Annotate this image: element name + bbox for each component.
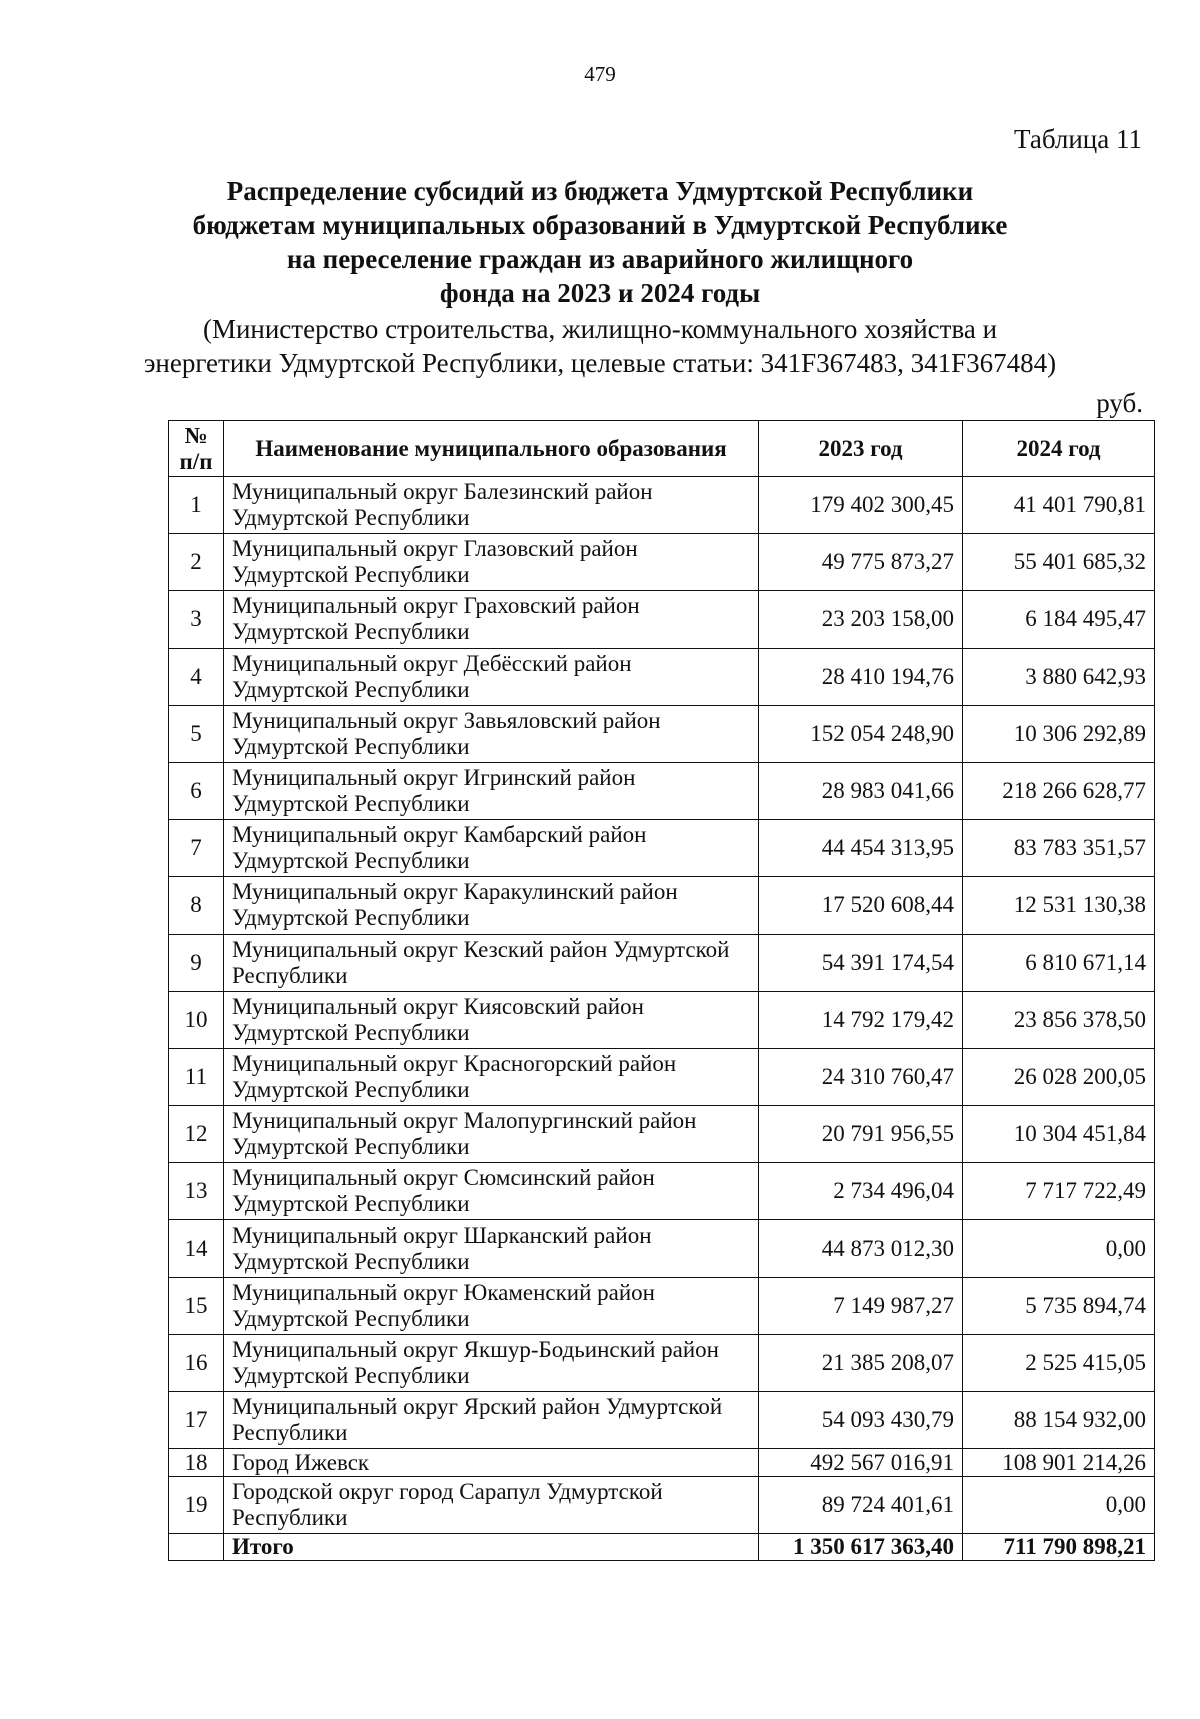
row-number: 6: [169, 762, 224, 819]
row-name: Муниципальный округ Юкаменский район Удмуртской Республики: [224, 1277, 759, 1334]
row-number: 18: [169, 1449, 224, 1477]
row-value-2024: 88 154 932,00: [963, 1392, 1155, 1449]
row-name: Муниципальный округ Малопургинский район Удмуртской Республики: [224, 1106, 759, 1163]
table-row: [169, 1163, 1155, 1220]
row-value-2023: 44 454 313,95: [759, 820, 963, 877]
total-row: [169, 1534, 1155, 1561]
row-number: 10: [169, 991, 224, 1048]
row-value-2024: 108 901 214,26: [963, 1449, 1155, 1477]
title-line: Распределение субсидий из бюджета Удмуртской Республики: [226, 176, 974, 206]
header-2023: 2023 год: [759, 421, 963, 477]
row-name: Муниципальный округ Глазовский район Удмуртской Республики: [224, 534, 759, 591]
row-number: 4: [169, 648, 224, 705]
row-value-2023: 152 054 248,90: [759, 705, 963, 762]
table-label: Таблица 11: [1014, 124, 1142, 154]
table-row: [169, 1334, 1155, 1391]
header-name: Наименование муниципального образования: [224, 421, 759, 477]
row-value-2024: 6 810 671,14: [963, 934, 1155, 991]
row-number: 5: [169, 705, 224, 762]
row-value-2024: 23 856 378,50: [963, 991, 1155, 1048]
row-value-2024: 10 304 451,84: [963, 1106, 1155, 1163]
subsidy-table: [168, 420, 1155, 1561]
row-number: 9: [169, 934, 224, 991]
table-row: [169, 477, 1155, 534]
row-name: Муниципальный округ Якшур-Бодьинский район Удмуртской Республики: [224, 1334, 759, 1391]
row-value-2023: 49 775 873,27: [759, 534, 963, 591]
row-value-2023: 21 385 208,07: [759, 1334, 963, 1391]
row-number: 15: [169, 1277, 224, 1334]
table-row: [169, 1220, 1155, 1277]
row-value-2023: 28 410 194,76: [759, 648, 963, 705]
row-value-2024: 2 525 415,05: [963, 1334, 1155, 1391]
table-row: [169, 648, 1155, 705]
table-row: [169, 1392, 1155, 1449]
page-number: 479: [584, 62, 616, 86]
total-2023: 1 350 617 363,40: [759, 1534, 963, 1561]
row-number: 17: [169, 1392, 224, 1449]
row-value-2024: 5 735 894,74: [963, 1277, 1155, 1334]
table-row: [169, 1048, 1155, 1105]
table-row: [169, 1449, 1155, 1477]
table-row: [169, 877, 1155, 934]
table-row: [169, 991, 1155, 1048]
subtitle-line: (Министерство строительства, жилищно-коммунального хозяйства и: [202, 314, 998, 344]
row-name: Муниципальный округ Киясовский район Удмуртской Республики: [224, 991, 759, 1048]
row-name: Муниципальный округ Каракулинский район Удмуртской Республики: [224, 877, 759, 934]
row-value-2024: 7 717 722,49: [963, 1163, 1155, 1220]
row-value-2023: 54 391 174,54: [759, 934, 963, 991]
row-value-2024: 26 028 200,05: [963, 1048, 1155, 1105]
title-line: фонда на 2023 и 2024 годы: [439, 278, 761, 308]
row-name: Муниципальный округ Ярский район Удмуртской Республики: [224, 1392, 759, 1449]
table-row: [169, 934, 1155, 991]
row-number: 8: [169, 877, 224, 934]
row-name: Муниципальный округ Балезинский район Удмуртской Республики: [224, 477, 759, 534]
row-name: Муниципальный округ Игринский район Удмуртской Республики: [224, 762, 759, 819]
table-row: [169, 534, 1155, 591]
row-name: Муниципальный округ Красногорский район Удмуртской Республики: [224, 1048, 759, 1105]
row-number: 19: [169, 1477, 224, 1534]
row-value-2024: 6 184 495,47: [963, 591, 1155, 648]
row-number: 12: [169, 1106, 224, 1163]
row-number: 14: [169, 1220, 224, 1277]
row-name: Муниципальный округ Граховский район Удмуртской Республики: [224, 591, 759, 648]
row-value-2024: 0,00: [963, 1220, 1155, 1277]
row-name: Муниципальный округ Сюмсинский район Удмуртской Республики: [224, 1163, 759, 1220]
row-value-2024: 218 266 628,77: [963, 762, 1155, 819]
header-row: [169, 421, 1155, 477]
row-value-2023: 2 734 496,04: [759, 1163, 963, 1220]
header-num: № п/п: [169, 421, 224, 477]
row-value-2024: 10 306 292,89: [963, 705, 1155, 762]
row-number: 2: [169, 534, 224, 591]
total-label: Итого: [224, 1534, 759, 1561]
table-header: [169, 421, 1155, 477]
row-value-2023: 7 149 987,27: [759, 1277, 963, 1334]
document-subtitle: [0, 312, 1200, 380]
row-value-2023: 28 983 041,66: [759, 762, 963, 819]
row-value-2024: 3 880 642,93: [963, 648, 1155, 705]
table-footer: [169, 1534, 1155, 1561]
row-number: 1: [169, 477, 224, 534]
row-name: Городской округ город Сарапул Удмуртской Республики: [224, 1477, 759, 1534]
row-name: Муниципальный округ Камбарский район Удмуртской Республики: [224, 820, 759, 877]
table-row: [169, 705, 1155, 762]
header-2024: 2024 год: [963, 421, 1155, 477]
row-value-2023: 179 402 300,45: [759, 477, 963, 534]
table-row: [169, 591, 1155, 648]
table-row: [169, 762, 1155, 819]
row-value-2024: 41 401 790,81: [963, 477, 1155, 534]
row-value-2023: 14 792 179,42: [759, 991, 963, 1048]
row-value-2023: 54 093 430,79: [759, 1392, 963, 1449]
row-value-2024: 55 401 685,32: [963, 534, 1155, 591]
total-num-cell: [169, 1534, 224, 1561]
row-name: Город Ижевск: [224, 1449, 759, 1477]
table-body: [169, 477, 1155, 1534]
subtitle-line: энергетики Удмуртской Республики, целевые статьи: 341F367483, 341F367484): [143, 348, 1057, 378]
total-2024: 711 790 898,21: [963, 1534, 1155, 1561]
row-value-2024: 0,00: [963, 1477, 1155, 1534]
row-value-2023: 17 520 608,44: [759, 877, 963, 934]
row-value-2023: 20 791 956,55: [759, 1106, 963, 1163]
row-number: 7: [169, 820, 224, 877]
row-value-2023: 24 310 760,47: [759, 1048, 963, 1105]
table-row: [169, 820, 1155, 877]
row-number: 11: [169, 1048, 224, 1105]
row-value-2023: 23 203 158,00: [759, 591, 963, 648]
row-number: 13: [169, 1163, 224, 1220]
row-name: Муниципальный округ Дебёсский район Удмуртской Республики: [224, 648, 759, 705]
table-row: [169, 1277, 1155, 1334]
row-value-2023: 492 567 016,91: [759, 1449, 963, 1477]
currency-unit: руб.: [1096, 388, 1143, 418]
row-value-2023: 89 724 401,61: [759, 1477, 963, 1534]
row-name: Муниципальный округ Шарканский район Удмуртской Республики: [224, 1220, 759, 1277]
row-number: 3: [169, 591, 224, 648]
row-value-2023: 44 873 012,30: [759, 1220, 963, 1277]
row-number: 16: [169, 1334, 224, 1391]
document-title: [0, 174, 1200, 310]
row-value-2024: 83 783 351,57: [963, 820, 1155, 877]
row-name: Муниципальный округ Завьяловский район Удмуртской Республики: [224, 705, 759, 762]
row-value-2024: 12 531 130,38: [963, 877, 1155, 934]
title-line: на переселение граждан из аварийного жилищного: [286, 244, 914, 274]
table-row: [169, 1477, 1155, 1534]
row-name: Муниципальный округ Кезский район Удмуртской Республики: [224, 934, 759, 991]
table-row: [169, 1106, 1155, 1163]
title-line: бюджетам муниципальных образований в Удмуртской Республике: [192, 210, 1008, 240]
